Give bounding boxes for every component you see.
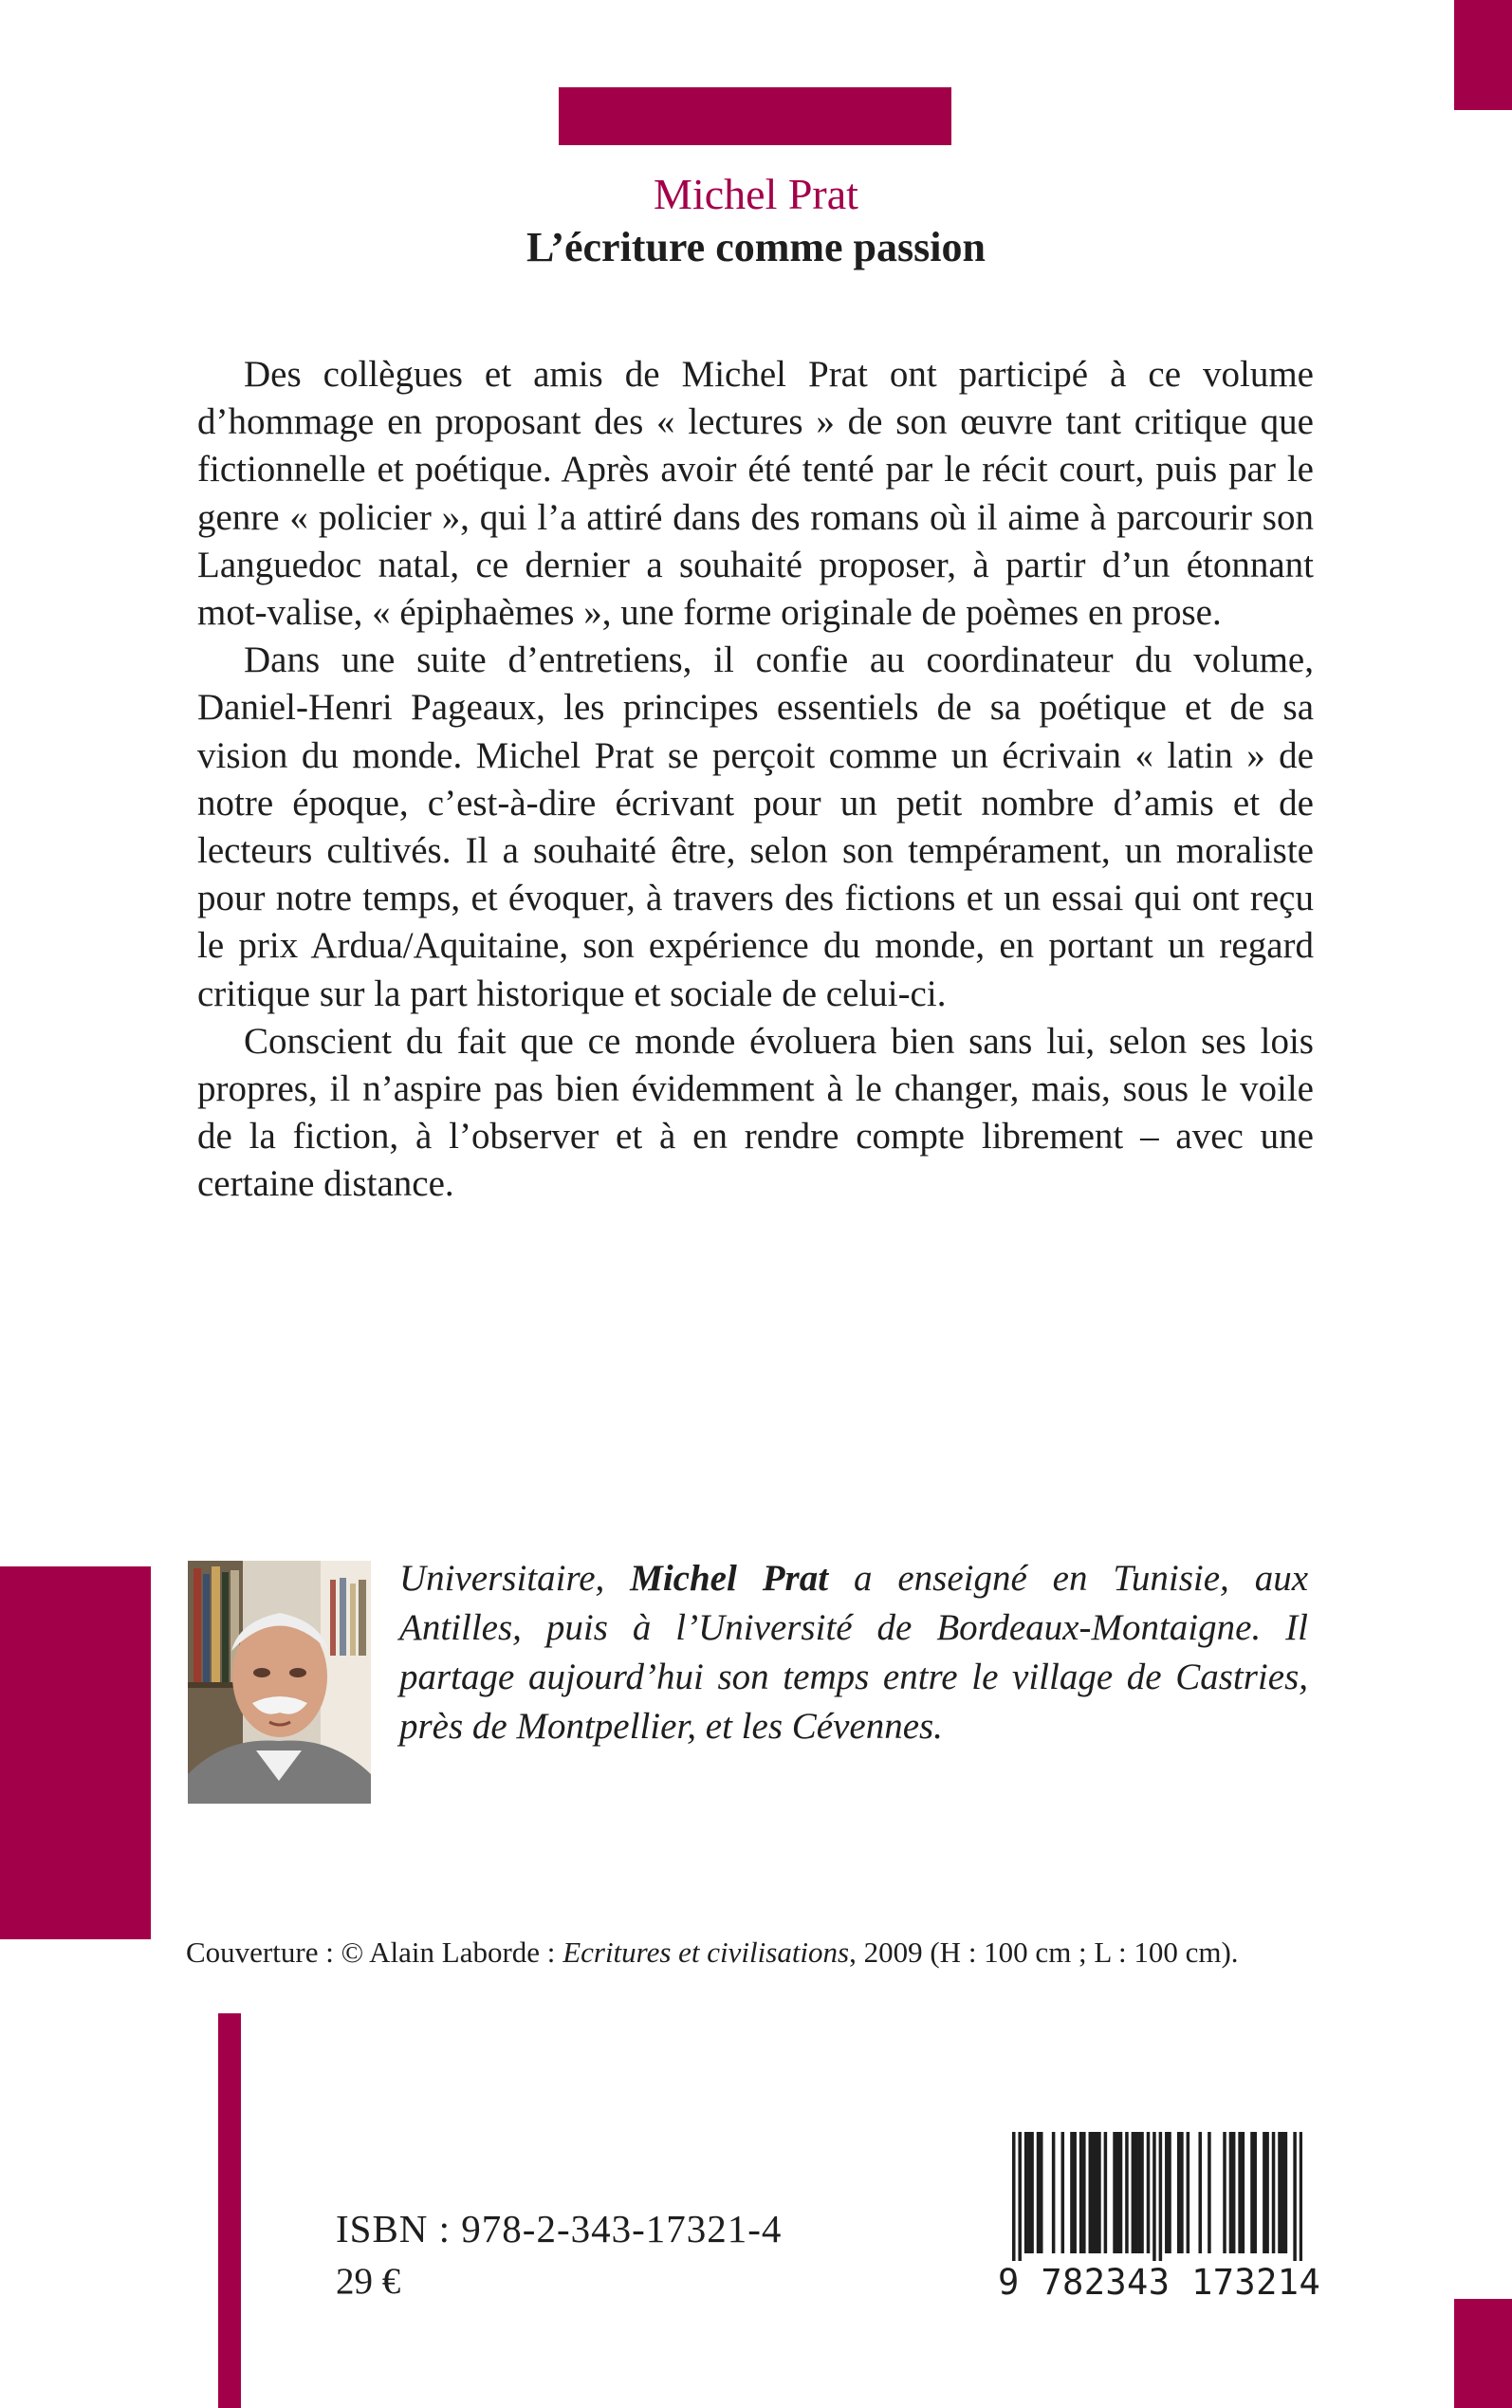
barcode-bar [1250,2132,1254,2253]
left-accent-stripe [218,2013,241,2408]
barcode-bar [1097,2132,1101,2253]
barcode-bar [1152,2132,1156,2261]
blurb-paragraph: Dans une suite d’entretiens, il confie au coordinateur du volume, Daniel-Henri Pageaux, les principes essentiels de sa poétique et de sa vision du monde. Michel Prat se perçoit comme un écrivain « latin » de notre époque, c’est-à-dire écrivant pour un petit nombre d’amis et de lecteurs cultivés. Il a souhaité être, selon son tempérament, un moraliste pour notre temps, et évoquer, à travers des fictions et un essai qui ont reçu le prix Ardua/Aquitaine, son expérience du monde, en portant un regard critique sur la part historique et sociale de celui-ci. [197,639,1314,1014]
author-bio [399,1554,1308,1751]
barcode-bar [1168,2132,1171,2253]
barcode-bar [1272,2132,1276,2253]
barcode-bar [1140,2132,1144,2253]
barcode-bar [1223,2132,1226,2253]
barcode-bar [1018,2132,1022,2261]
barcode-bar [1263,2132,1266,2253]
right-bottom-accent-tab [1454,2299,1512,2408]
bio-text: a enseigné en Tunisie, aux Antilles, puis à l’Université de Bordeaux-Montaigne. Il partage aujourd’hui son temps entre le village de Castries, près de Montpellier, et les Cévennes. [399,1558,1309,1747]
barcode-bar [1024,2132,1028,2253]
barcode-bar [1180,2132,1184,2253]
blurb-paragraph: Des collègues et amis de Michel Prat ont participé à ce volume d’hommage en proposant des « lectures » de son œuvre tant critique que fictionnelle et poétique. Après avoir été tenté par le récit court, puis par le genre « policier », qui l’a attiré dans des romans où il aime à parcourir son Languedoc natal, ce dernier a souhaité proposer, à partir d’un étonnant mot-valise, « épiphaèmes », une forme originale de poèmes en prose. [197,354,1314,634]
right-top-accent-tab [1454,0,1512,110]
isbn: ISBN : 978-2-343-17321-4 [336,2207,783,2251]
barcode-bar [1238,2132,1242,2253]
barcode-bar [1300,2132,1302,2261]
barcode-bar [1187,2132,1190,2253]
barcode-bar [1030,2132,1034,2253]
barcode-bar [1104,2132,1108,2253]
barcode-bar [1281,2132,1284,2253]
barcode-bar [1137,2132,1141,2253]
top-accent-bar [559,87,951,145]
barcode-bar [1208,2132,1211,2253]
barcode-bar [1095,2132,1098,2253]
barcode-bar [1147,2132,1151,2253]
left-accent-bar [0,1566,151,1939]
barcode-bar [1082,2132,1086,2253]
blurb [197,351,1314,1209]
barcode-bar [1253,2132,1257,2253]
bio-author-name: Michel Prat [630,1558,829,1599]
barcode-bar [1089,2132,1093,2253]
barcode-bar [1165,2132,1169,2253]
author-photo [188,1561,371,1804]
barcode-bar [1198,2132,1202,2253]
barcode-bar [1070,2132,1074,2253]
barcode-bar [1092,2132,1096,2253]
barcode-bar [1265,2132,1269,2253]
barcode-bar [1177,2132,1181,2253]
barcode-bar [1134,2132,1138,2253]
book-title: L’écriture comme passion [526,224,986,270]
cover-credit [186,1934,1324,1972]
barcode-bar [1159,2132,1163,2261]
barcode-bar [1242,2132,1245,2253]
price: 29 € [336,2261,401,2302]
bio-prefix: Universitaire, [399,1558,631,1599]
barcode-bar [1079,2132,1083,2253]
barcode-bar [1132,2132,1135,2253]
barcode-bar [1125,2132,1129,2253]
barcode-bar [1027,2132,1031,2253]
author-name: Michel Prat [654,170,858,218]
blurb-paragraph: Conscient du fait que ce monde évoluera bien sans lui, selon ses lois propres, il n’aspire pas bien évidemment à le changer, mais, sous le voile de la fiction, à l’observer et à en rendre compte librement – avec une certaine distance. [197,1020,1314,1205]
barcode-bar [1012,2132,1016,2261]
barcode-bar [1040,2132,1043,2253]
barcode-bar [1229,2132,1233,2253]
barcode-bar [1284,2132,1288,2253]
barcode-bar [1052,2132,1056,2253]
credit-suffix: , 2009 (H : 100 cm ; L : 100 cm). [849,1936,1239,1969]
barcode-bar [1113,2132,1116,2253]
credit-work-title: Ecritures et civilisations [562,1936,850,1969]
barcode-bar [1293,2132,1297,2261]
barcode-bar [1073,2132,1077,2253]
ean13-barcode-icon [1012,2132,1302,2261]
credit-prefix: Couverture : © Alain Laborde : [186,1936,563,1969]
barcode-bar [1061,2132,1065,2253]
barcode-bar [1232,2132,1236,2253]
barcode-bar [1116,2132,1120,2253]
barcode-digits: 9 782343 173214 [998,2262,1321,2303]
barcode-bar [1119,2132,1123,2253]
barcode-bar [1278,2132,1282,2253]
barcode-bar [1037,2132,1041,2253]
